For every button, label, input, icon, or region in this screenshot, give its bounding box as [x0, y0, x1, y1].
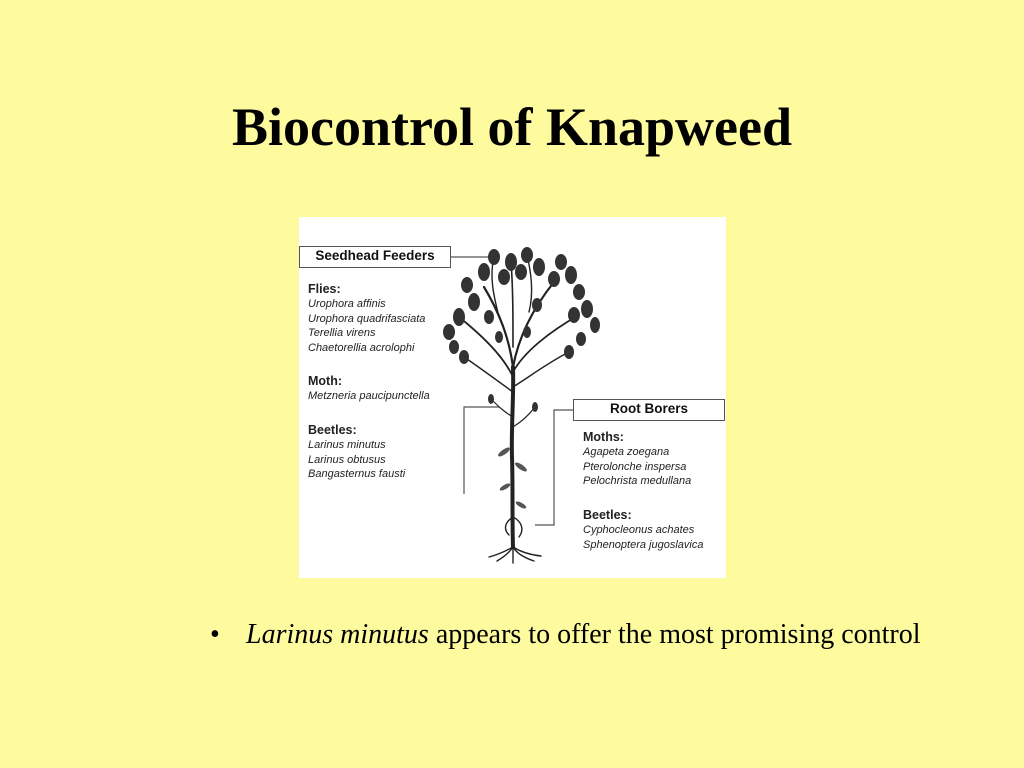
species-name: Cyphocleonus achates [583, 524, 695, 536]
bullet-rest-text: appears to offer the most promising control [428, 619, 921, 650]
species-name: Urophora quadrifasciata [308, 312, 426, 325]
species-name: Larinus obtusus [308, 453, 386, 466]
seedhead-beetles-group [308, 422, 405, 482]
root-moths-group [583, 429, 691, 489]
bullet-species-name: Larinus minutus [246, 619, 429, 650]
group-heading: Beetles: [308, 423, 357, 437]
species-name: Urophora affinis [308, 298, 386, 310]
seedhead-moth-group [308, 373, 430, 404]
species-name: Terellia virens [308, 327, 376, 339]
root-beetles-group [583, 507, 703, 552]
slide-title: Biocontrol of Knapweed [231, 97, 792, 157]
root-borers-label: Root Borers [573, 399, 725, 421]
species-name: Metzneria paucipunctella [308, 390, 430, 402]
bullet-marker: • [210, 619, 220, 650]
species-name: Sphenoptera jugoslavica [583, 538, 704, 551]
species-name: Bangasternus fausti [308, 468, 406, 480]
species-name: Agapeta zoegana [583, 446, 670, 458]
knapweed-biocontrol-figure [299, 217, 726, 578]
group-heading: Flies: [308, 282, 341, 296]
species-name: Pelochrista medullana [583, 475, 692, 487]
bullet-text [246, 618, 976, 652]
seedhead-flies-group [308, 281, 425, 355]
species-name: Pterolonche inspersa [583, 460, 687, 473]
seedhead-feeders-label: Seedhead Feeders [299, 246, 451, 268]
group-heading: Beetles: [583, 508, 632, 522]
species-name: Chaetorellia acrolophi [308, 341, 415, 354]
group-heading: Moth: [308, 374, 343, 388]
group-heading: Moths: [583, 430, 624, 444]
species-name: Larinus minutus [308, 439, 386, 451]
